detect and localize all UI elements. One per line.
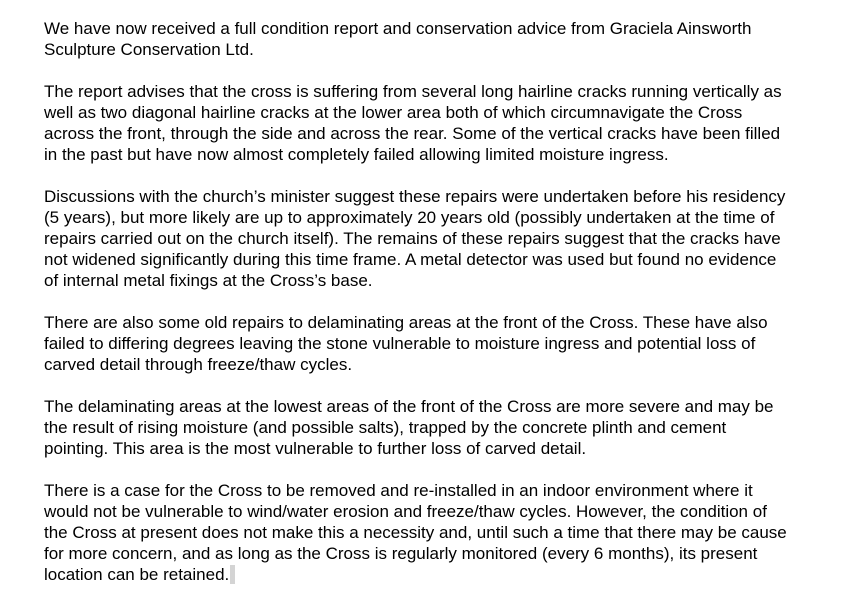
- paragraph-relocation-text: There is a case for the Cross to be removed and re-installed in an indoor environment where it would not be vulnerable to wind/water erosion and freeze/thaw cycles. However, the condition of the Cross at present does not make this a necessity and, until such a time that there may be cause for more concern, and as long as the Cross is regularly monitored (every 6 months), its present location can be retained.: [44, 481, 787, 584]
- paragraph-relocation-case: [44, 480, 852, 585]
- paragraph-delaminating-repairs: There are also some old repairs to delaminating areas at the front of the Cross. These have also failed to differing degrees leaving the stone vulnerable to moisture ingress and potential loss of carved detail through freeze/thaw cycles.: [44, 313, 768, 374]
- paragraph-minister-discussion: Discussions with the church’s minister suggest these repairs were undertaken before his residency (5 years), but more likely are up to approximately 20 years old (possibly undertaken at the time of repairs carried out on the church itself). The remains of these repairs suggest that the cracks have not widened significantly during this time frame. A metal detector was used but found no evidence of internal metal fixings at the Cross’s base.: [44, 187, 786, 290]
- paragraph-hairline-cracks: The report advises that the cross is suffering from several long hairline cracks running vertically as well as two diagonal hairline cracks at the lower area both of which circumnavigate the Cross across the front, through the side and across the rear. Some of the vertical cracks have been filled in the past but have now almost completely failed allowing limited moisture ingress.: [44, 82, 782, 164]
- paragraph-conservation-report: We have now received a full condition report and conservation advice from Graciela Ainsworth Sculpture Conservation Ltd.: [44, 19, 752, 59]
- text-cursor: [230, 565, 235, 584]
- document-body[interactable]: [44, 18, 852, 585]
- paragraph-rising-moisture: The delaminating areas at the lowest areas of the front of the Cross are more severe and may be the result of rising moisture (and possible salts), trapped by the concrete plinth and cement pointing. This area is the most vulnerable to further loss of carved detail.: [44, 397, 774, 458]
